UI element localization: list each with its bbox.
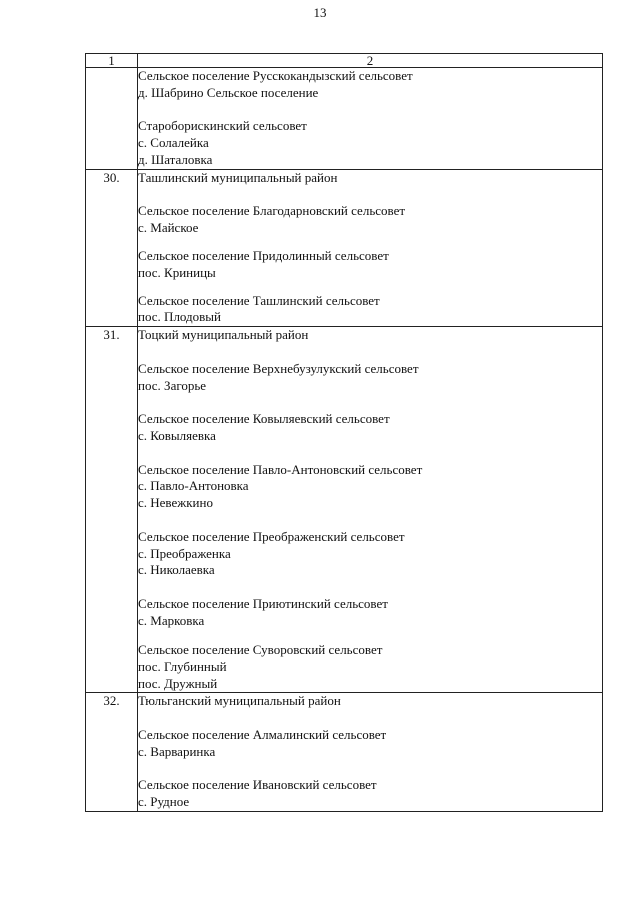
settlement-line: Сельское поселение Приютинский сельсовет (138, 595, 388, 611)
district-name: Тоцкий муниципальный район (138, 327, 309, 343)
column-header-1: 1 (86, 54, 138, 68)
row-number: 30. (86, 169, 138, 326)
settlement-line: пос. Плодовый (138, 309, 221, 325)
settlement-line: Сельское поселение Ковыляевский сельсовет (138, 411, 390, 427)
settlement-line: с. Преображенка (138, 545, 231, 561)
settlement-line: д. Шабрино Сельское поселение (138, 84, 319, 100)
settlement-line: Сельское поселение Павло-Антоновский сельсовет (138, 461, 423, 477)
row-number (86, 68, 138, 170)
settlement-line: д. Шаталовка (138, 151, 213, 167)
table-row (86, 169, 603, 326)
settlement-line: Сельское поселение Преображенский сельсовет (138, 528, 405, 544)
settlement-line: с. Майское (138, 220, 199, 236)
district-name: Тюльганский муниципальный район (138, 693, 341, 709)
row-content (138, 68, 603, 170)
settlement-line: Сельское поселение Ташлинский сельсовет (138, 292, 380, 308)
settlement-line: пос. Глубинный (138, 658, 227, 674)
settlement-line: пос. Загорье (138, 377, 207, 393)
settlements-table (85, 53, 603, 812)
settlement-line: с. Рудное (138, 794, 190, 810)
settlement-line: с. Марковка (138, 612, 205, 628)
page-number: 13 (313, 5, 327, 20)
row-number: 32. (86, 693, 138, 812)
row-number: 31. (86, 327, 138, 693)
settlement-line: Сельское поселение Ивановский сельсовет (138, 777, 377, 793)
settlement-line: с. Невежкино (138, 495, 213, 511)
settlement-line: Староборискинский сельсовет (138, 118, 307, 134)
settlement-line: пос. Дружный (138, 675, 218, 691)
district-name: Ташлинский муниципальный район (138, 169, 338, 185)
table-row (86, 327, 603, 693)
settlement-line: с. Павло-Антоновка (138, 478, 249, 494)
table-row (86, 68, 603, 170)
settlement-line: с. Николаевка (138, 562, 215, 578)
settlement-line: с. Варваринка (138, 743, 216, 759)
settlement-line: с. Солалейка (138, 135, 209, 151)
settlement-line: с. Ковыляевка (138, 427, 216, 443)
row-content (138, 169, 603, 326)
row-content (138, 327, 603, 693)
settlement-line: Сельское поселение Русскокандызский сельсовет (138, 68, 413, 83)
table-header-row (86, 54, 603, 68)
settlement-line: пос. Криницы (138, 264, 216, 280)
settlement-line: Сельское поселение Придолинный сельсовет (138, 247, 389, 263)
settlement-line: Сельское поселение Благодарновский сельсовет (138, 203, 406, 219)
settlement-line: Сельское поселение Верхнебузулукский сельсовет (138, 360, 419, 376)
row-content (138, 693, 603, 812)
settlement-line: Сельское поселение Суворовский сельсовет (138, 642, 383, 657)
settlement-line: Сельское поселение Алмалинский сельсовет (138, 726, 387, 742)
column-header-2: 2 (138, 54, 603, 68)
table-row (86, 693, 603, 812)
